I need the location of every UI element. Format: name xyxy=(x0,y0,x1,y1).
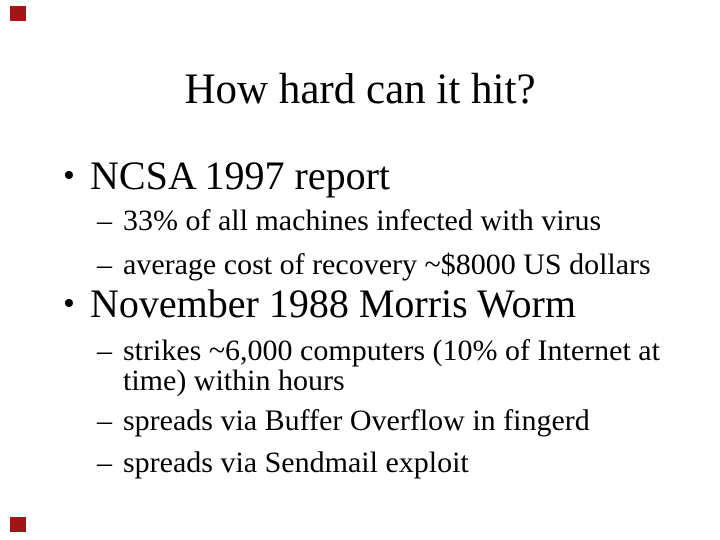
sub-item-buffer-overflow xyxy=(97,406,590,436)
sub-item-text xyxy=(123,406,590,436)
sub-item-sendmail-exploit xyxy=(97,448,469,478)
bullet-label: November 1988 Morris Worm xyxy=(90,281,576,326)
dash-glyph: – xyxy=(97,334,112,367)
dash-glyph: – xyxy=(97,446,112,479)
sub-item-strikes-computers xyxy=(97,336,660,396)
sub-item-line: 33% of all machines infected with virus xyxy=(123,204,602,237)
sub-item-line: average cost of recovery ~$8000 US dollars xyxy=(123,248,651,281)
sub-item-line: spreads via Sendmail exploit xyxy=(123,446,469,479)
dash-glyph: – xyxy=(97,248,112,281)
bullet-dot-glyph: • xyxy=(63,157,75,194)
red-corner-mark-bottom-icon xyxy=(10,517,26,532)
dash-glyph: – xyxy=(97,404,112,437)
sub-item-line: strikes ~6,000 computers (10% of Internet at xyxy=(123,334,660,367)
slide-title: How hard can it hit? xyxy=(184,66,536,113)
sub-item-recovery-cost xyxy=(97,250,651,280)
sub-item-text xyxy=(123,448,469,478)
bullet-item-morris-worm xyxy=(63,281,576,326)
sub-item-line: spreads via Buffer Overflow in fingerd xyxy=(123,404,590,437)
dash-glyph: – xyxy=(97,204,112,237)
sub-item-line: time) within hours xyxy=(123,364,345,397)
bullet-item-ncsa-report xyxy=(63,153,390,198)
bullet-label: NCSA 1997 report xyxy=(90,153,390,198)
sub-item-text xyxy=(123,336,660,396)
sub-item-text xyxy=(123,250,651,280)
bullet-dot-glyph: • xyxy=(63,285,75,322)
sub-item-machines-infected xyxy=(97,206,601,236)
red-corner-mark-top-icon xyxy=(10,6,26,21)
sub-item-text xyxy=(123,206,601,236)
